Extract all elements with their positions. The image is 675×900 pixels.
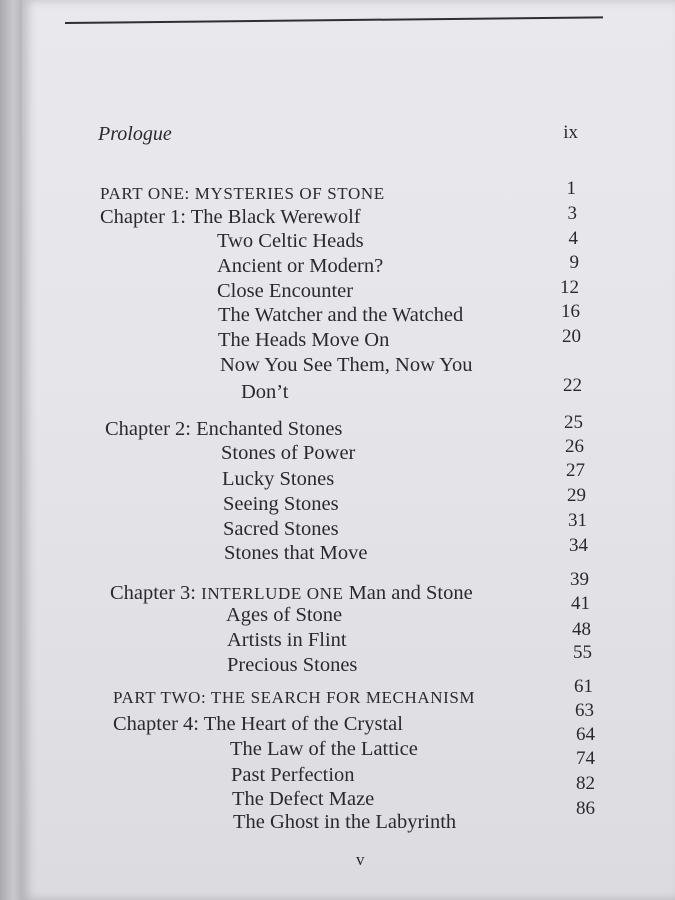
toc-chapter-4: Chapter 4: The Heart of the Crystal	[113, 713, 403, 735]
toc-entry-now-you-see-them: Now You See Them, Now You	[220, 354, 473, 376]
toc-entry-two-celtic-heads-page: 4	[568, 228, 578, 249]
toc-prologue-title: Prologue	[98, 123, 172, 145]
toc-chapter-3-page: 39	[570, 569, 589, 590]
toc-chapter-4-page: 63	[575, 700, 594, 721]
part-one-heading: PART ONE: MYSTERIES OF STONE	[100, 184, 385, 203]
toc-entry-law-of-the-lattice: The Law of the Lattice	[230, 738, 418, 760]
toc-chapter-1-page: 3	[567, 203, 577, 224]
toc-entry-ancient-or-modern: Ancient or Modern?	[217, 255, 384, 277]
toc-part-two-page: 61	[574, 676, 593, 697]
chapter-3-title: Man and Stone	[343, 582, 473, 604]
toc-entry-watcher-and-watched-page: 16	[561, 301, 580, 322]
toc-entry-now-you-see-them-cont: Don’t	[241, 381, 289, 403]
toc-part-two	[113, 687, 475, 708]
page-folio: v	[356, 850, 365, 869]
toc-entry-seeing-stones: Seeing Stones	[223, 493, 339, 515]
toc-entry-sacred-stones-page: 31	[568, 510, 587, 531]
toc-entry-close-encounter: Close Encounter	[217, 280, 354, 302]
toc-entry-artists-in-flint: Artists in Flint	[227, 629, 347, 651]
toc-part-one	[100, 183, 385, 204]
toc-entry-ages-of-stone-page: 41	[571, 593, 590, 614]
chapter-3-interlude: INTERLUDE ONE	[201, 584, 344, 603]
toc-entry-stones-of-power: Stones of Power	[221, 442, 356, 464]
toc-entry-watcher-and-watched: The Watcher and the Watched	[218, 304, 464, 326]
page-gutter	[0, 0, 22, 900]
toc-entry-lucky-stones: Lucky Stones	[222, 468, 335, 490]
toc-entry-seeing-stones-page: 29	[567, 485, 586, 506]
chapter-3-prefix: Chapter 3:	[110, 582, 202, 604]
toc-entry-lucky-stones-page: 27	[566, 460, 585, 481]
toc-entry-past-perfection-page: 74	[576, 748, 595, 769]
toc-entry-precious-stones-page: 55	[573, 642, 592, 663]
toc-entry-ancient-or-modern-page: 9	[569, 252, 579, 273]
toc-chapter-1: Chapter 1: The Black Werewolf	[100, 206, 361, 228]
toc-part-one-page: 1	[566, 178, 576, 199]
toc-entry-defect-maze-page: 82	[576, 773, 595, 794]
toc-chapter-2: Chapter 2: Enchanted Stones	[105, 418, 343, 440]
toc-entry-sacred-stones: Sacred Stones	[223, 518, 339, 540]
toc-entry-heads-move-on: The Heads Move On	[218, 329, 390, 351]
toc-entry-ghost-in-labyrinth-page: 86	[576, 798, 595, 819]
part-two-heading: PART TWO: THE SEARCH FOR MECHANISM	[113, 688, 476, 707]
toc-chapter-2-page: 25	[564, 412, 583, 433]
toc-entry-stones-that-move: Stones that Move	[224, 542, 368, 564]
toc-entry-now-you-see-them-page: 22	[563, 375, 582, 396]
toc-entry-law-of-the-lattice-page: 64	[576, 724, 595, 745]
toc-entry-past-perfection: Past Perfection	[231, 764, 355, 786]
toc-entry-ages-of-stone: Ages of Stone	[226, 604, 343, 626]
toc-entry-precious-stones: Precious Stones	[227, 654, 358, 676]
toc-prologue-page: ix	[563, 122, 578, 143]
toc-entry-ghost-in-labyrinth: The Ghost in the Labyrinth	[233, 811, 457, 833]
toc-entry-heads-move-on-page: 20	[562, 326, 581, 347]
toc-entry-defect-maze: The Defect Maze	[232, 788, 375, 810]
toc-entry-artists-in-flint-page: 48	[572, 619, 591, 640]
toc-entry-stones-of-power-page: 26	[565, 436, 584, 457]
toc-entry-stones-that-move-page: 34	[569, 535, 588, 556]
toc-entry-close-encounter-page: 12	[560, 277, 579, 298]
toc-entry-two-celtic-heads: Two Celtic Heads	[217, 230, 364, 252]
toc-chapter-3	[110, 583, 473, 604]
